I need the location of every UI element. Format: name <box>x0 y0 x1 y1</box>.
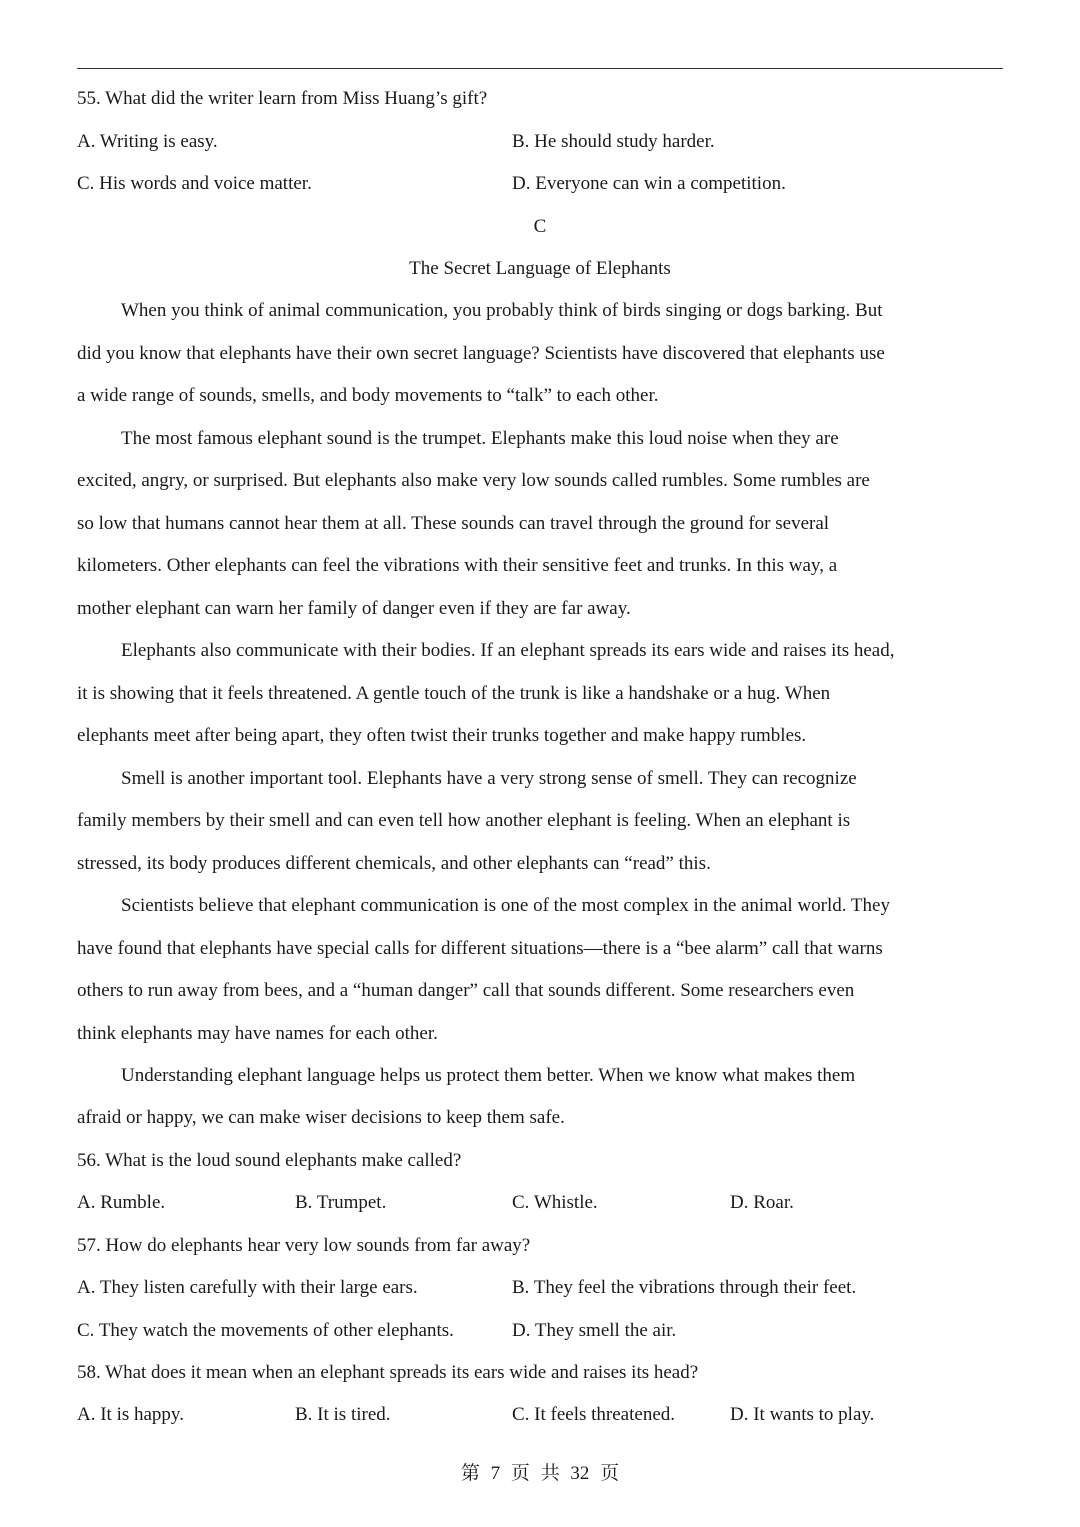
q55-option-d: D. Everyone can win a competition. <box>512 173 786 194</box>
q56-option-a: A. Rumble. <box>77 1192 166 1213</box>
section-letter: C <box>533 216 547 237</box>
passage-line: Scientists believe that elephant communication is one of the most complex in the animal world. They <box>121 895 890 916</box>
passage-line: did you know that elephants have their own secret language? Scientists have discovered that elephants use <box>77 343 885 364</box>
passage-line: have found that elephants have special calls for different situations—there is a “bee alarm” call that warns <box>77 938 883 959</box>
q55-option-b: B. He should study harder. <box>512 131 715 152</box>
passage-line: so low that humans cannot hear them at all. These sounds can travel through the ground for several <box>77 513 830 534</box>
q55-question: 55. What did the writer learn from Miss Huang’s gift? <box>77 88 488 109</box>
passage-line: others to run away from bees, and a “human danger” call that sounds different. Some researchers even <box>77 980 855 1001</box>
q57-option-a: A. They listen carefully with their large ears. <box>77 1277 418 1298</box>
passage-line: it is showing that it feels threatened. A gentle touch of the trunk is like a handshake or a hug. When <box>77 683 831 704</box>
passage-line: Smell is another important tool. Elephants have a very strong sense of smell. They can recognize <box>121 768 857 789</box>
q57-question: 57. How do elephants hear very low sounds from far away? <box>77 1235 531 1256</box>
q56-option-d: D. Roar. <box>730 1192 794 1213</box>
passage-title: The Secret Language of Elephants <box>409 258 671 279</box>
q58-option-a: A. It is happy. <box>77 1404 184 1425</box>
q55-option-c: C. His words and voice matter. <box>77 173 312 194</box>
passage-line: family members by their smell and can even tell how another elephant is feeling. When an elephant is <box>77 810 851 831</box>
passage-line: think elephants may have names for each other. <box>77 1023 438 1044</box>
q56-option-c: C. Whistle. <box>512 1192 598 1213</box>
q58-option-c: C. It feels threatened. <box>512 1404 676 1425</box>
passage-line: When you think of animal communication, you probably think of birds singing or dogs barking. But <box>121 300 883 321</box>
q56-question: 56. What is the loud sound elephants make called? <box>77 1150 462 1171</box>
passage-line: Understanding elephant language helps us protect them better. When we know what makes them <box>121 1065 856 1086</box>
top-divider <box>77 68 1003 69</box>
q58-question: 58. What does it mean when an elephant spreads its ears wide and raises its head? <box>77 1362 699 1383</box>
q57-option-d: D. They smell the air. <box>512 1320 677 1341</box>
q57-option-b: B. They feel the vibrations through their feet. <box>512 1277 857 1298</box>
passage-line: excited, angry, or surprised. But elephants also make very low sounds called rumbles. Some rumbles are <box>77 470 870 491</box>
page-number-footer: 第 7 页 共 32 页 <box>460 1463 620 1484</box>
q56-option-b: B. Trumpet. <box>295 1192 387 1213</box>
passage-line: The most famous elephant sound is the trumpet. Elephants make this loud noise when they are <box>121 428 839 449</box>
passage-line: kilometers. Other elephants can feel the vibrations with their sensitive feet and trunks. In this way, a <box>77 555 838 576</box>
q58-option-d: D. It wants to play. <box>730 1404 875 1425</box>
passage-line: Elephants also communicate with their bodies. If an elephant spreads its ears wide and raises its head, <box>121 640 895 661</box>
q57-option-c: C. They watch the movements of other elephants. <box>77 1320 454 1341</box>
passage-line: mother elephant can warn her family of danger even if they are far away. <box>77 598 631 619</box>
passage-line: a wide range of sounds, smells, and body movements to “talk” to each other. <box>77 385 659 406</box>
q58-option-b: B. It is tired. <box>295 1404 391 1425</box>
q55-option-a: A. Writing is easy. <box>77 131 218 152</box>
passage-line: stressed, its body produces different chemicals, and other elephants can “read” this. <box>77 853 711 874</box>
passage-line: afraid or happy, we can make wiser decisions to keep them safe. <box>77 1107 565 1128</box>
passage-line: elephants meet after being apart, they often twist their trunks together and make happy rumbles. <box>77 725 807 746</box>
